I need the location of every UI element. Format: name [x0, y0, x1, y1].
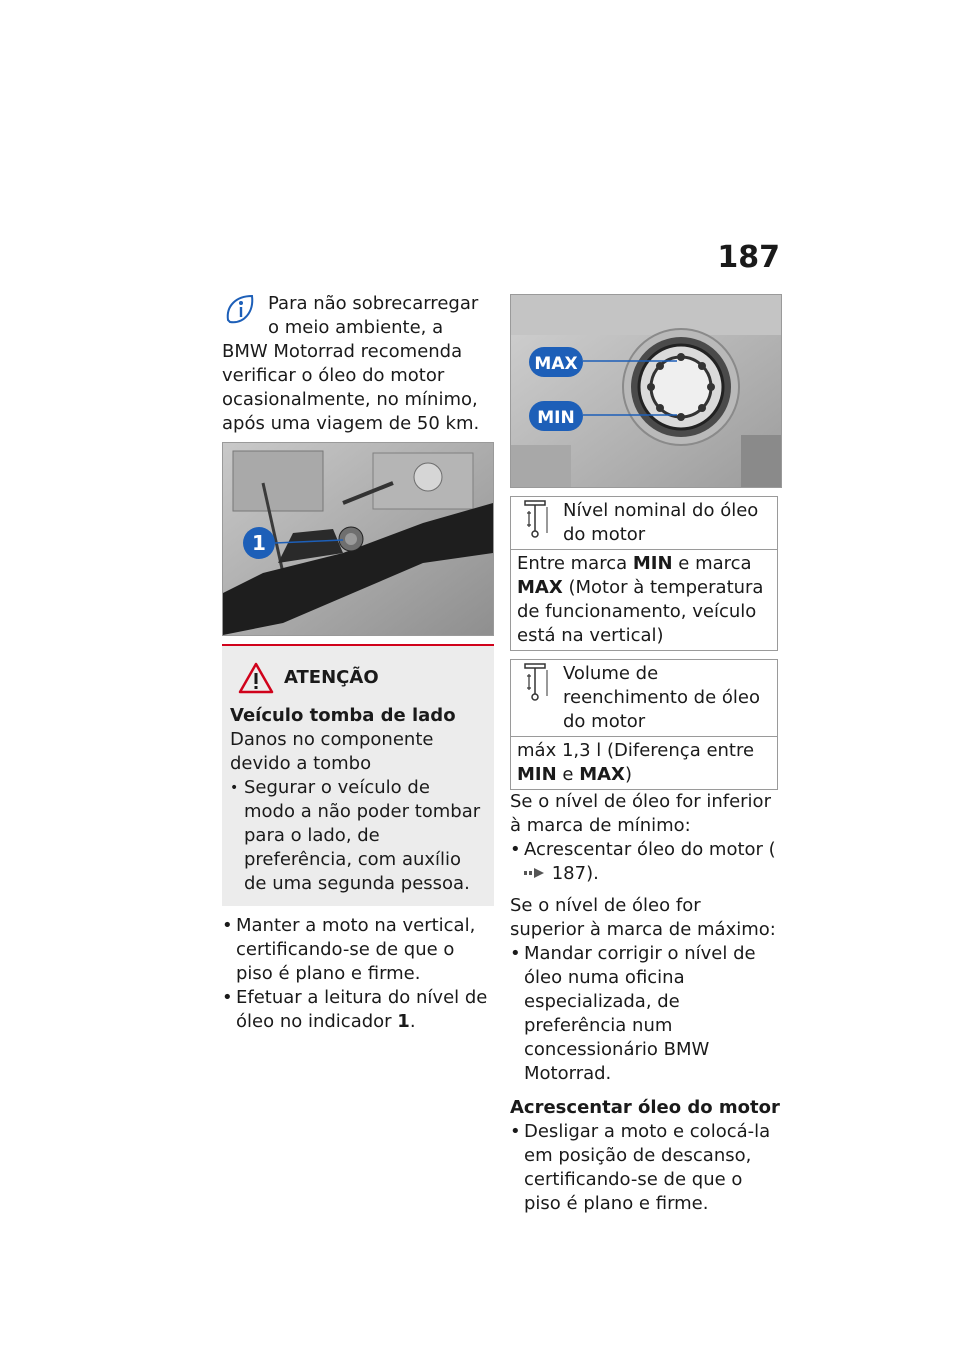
eco-note-line: Para não sobrecarregar [268, 293, 479, 314]
max-mark-ref: MAX [579, 764, 625, 785]
max-mark-ref: MAX [517, 577, 563, 598]
page-number: 187 [717, 240, 780, 275]
warning-heading [238, 660, 486, 696]
spec-value-text: máx 1,3 l (Diferença entre [517, 740, 755, 761]
spec-value [511, 737, 777, 789]
oil-dipstick-icon [517, 662, 553, 702]
eco-note-line: verificar o óleo do motor [222, 365, 445, 386]
list-item [510, 838, 780, 886]
min-mark-label: MIN [537, 408, 575, 428]
high-oil-steps [510, 942, 780, 1086]
list-item: • Segurar o veículo de modo a não poder tombar para o lado, de preferência, com auxílio de uma segunda pessoa. [230, 776, 486, 896]
list-item: • Desligar a moto e colocá-la em posição de descanso, certificando-se de que o piso é plano e firme. [510, 1120, 780, 1216]
leaf-info-icon [222, 292, 258, 328]
warning-triangle-icon [238, 662, 274, 694]
low-oil-steps [510, 838, 780, 886]
spec-title: Volume de reenchimento de óleo do motor [563, 663, 760, 732]
high-oil-condition: Se o nível de óleo for superior à marca de máximo: [510, 895, 776, 940]
eco-note-line: ocasionalmente, no mínimo, [222, 389, 478, 410]
oil-dipstick-icon [517, 499, 553, 539]
eco-note-line: BMW Motorrad recomenda [222, 341, 463, 362]
right-column [510, 294, 780, 1216]
min-mark-ref: MIN [517, 764, 557, 785]
eco-note-line: após uma viagem de 50 km. [222, 413, 480, 434]
warning-bullets [230, 776, 486, 896]
step-end: . [409, 1011, 416, 1032]
spec-nominal-level [510, 496, 778, 651]
spec-value [511, 550, 777, 650]
spec-value-text: e [556, 764, 580, 785]
warning-box [222, 644, 494, 906]
list-item: • Manter a moto na vertical, certificando-se de que o piso é plano e firme. [222, 914, 494, 986]
min-mark-ref: MIN [632, 553, 673, 574]
spec-value-text: (Motor à temperatura de funcionamento, veículo está na vertical) [517, 577, 764, 646]
oil-indicator-photo [222, 442, 494, 636]
warning-label: ATENÇÃO [284, 667, 379, 688]
warning-body: Danos no componente devido a tombo [230, 729, 434, 774]
spec-value-text: e marca [672, 553, 752, 574]
eco-note-line: o meio ambiente, a [268, 317, 444, 338]
left-steps [222, 914, 494, 1034]
warning-title: Veículo tomba de lado [230, 705, 456, 726]
section-title: Acrescentar óleo do motor [510, 1097, 780, 1118]
left-column [222, 292, 494, 1034]
spec-title: Nível nominal do óleo do motor [563, 500, 759, 545]
spec-refill-volume [510, 659, 778, 790]
low-oil-condition: Se o nível de óleo for inferior à marca de mínimo: [510, 791, 771, 836]
indicator-marker-label: 1 [252, 531, 266, 555]
spec-value-text: ) [624, 764, 632, 785]
max-mark-label: MAX [534, 354, 578, 374]
step-text: Efetuar a leitura do nível de óleo no indicador [236, 987, 488, 1032]
list-item [222, 986, 494, 1034]
oil-sightglass-photo [510, 294, 782, 488]
step-text: Acrescentar óleo do motor ( [524, 839, 776, 860]
page-reference[interactable]: 187). [546, 863, 599, 884]
indicator-reference: 1 [397, 1011, 410, 1032]
add-oil-steps [510, 1120, 780, 1216]
eco-note [222, 292, 494, 442]
spec-value-text: Entre marca [517, 553, 633, 574]
arrow-right-icon [524, 866, 546, 880]
list-item: • Mandar corrigir o nível de óleo numa oficina especializada, de preferência num concessionário BMW Motorrad. [510, 942, 780, 1086]
